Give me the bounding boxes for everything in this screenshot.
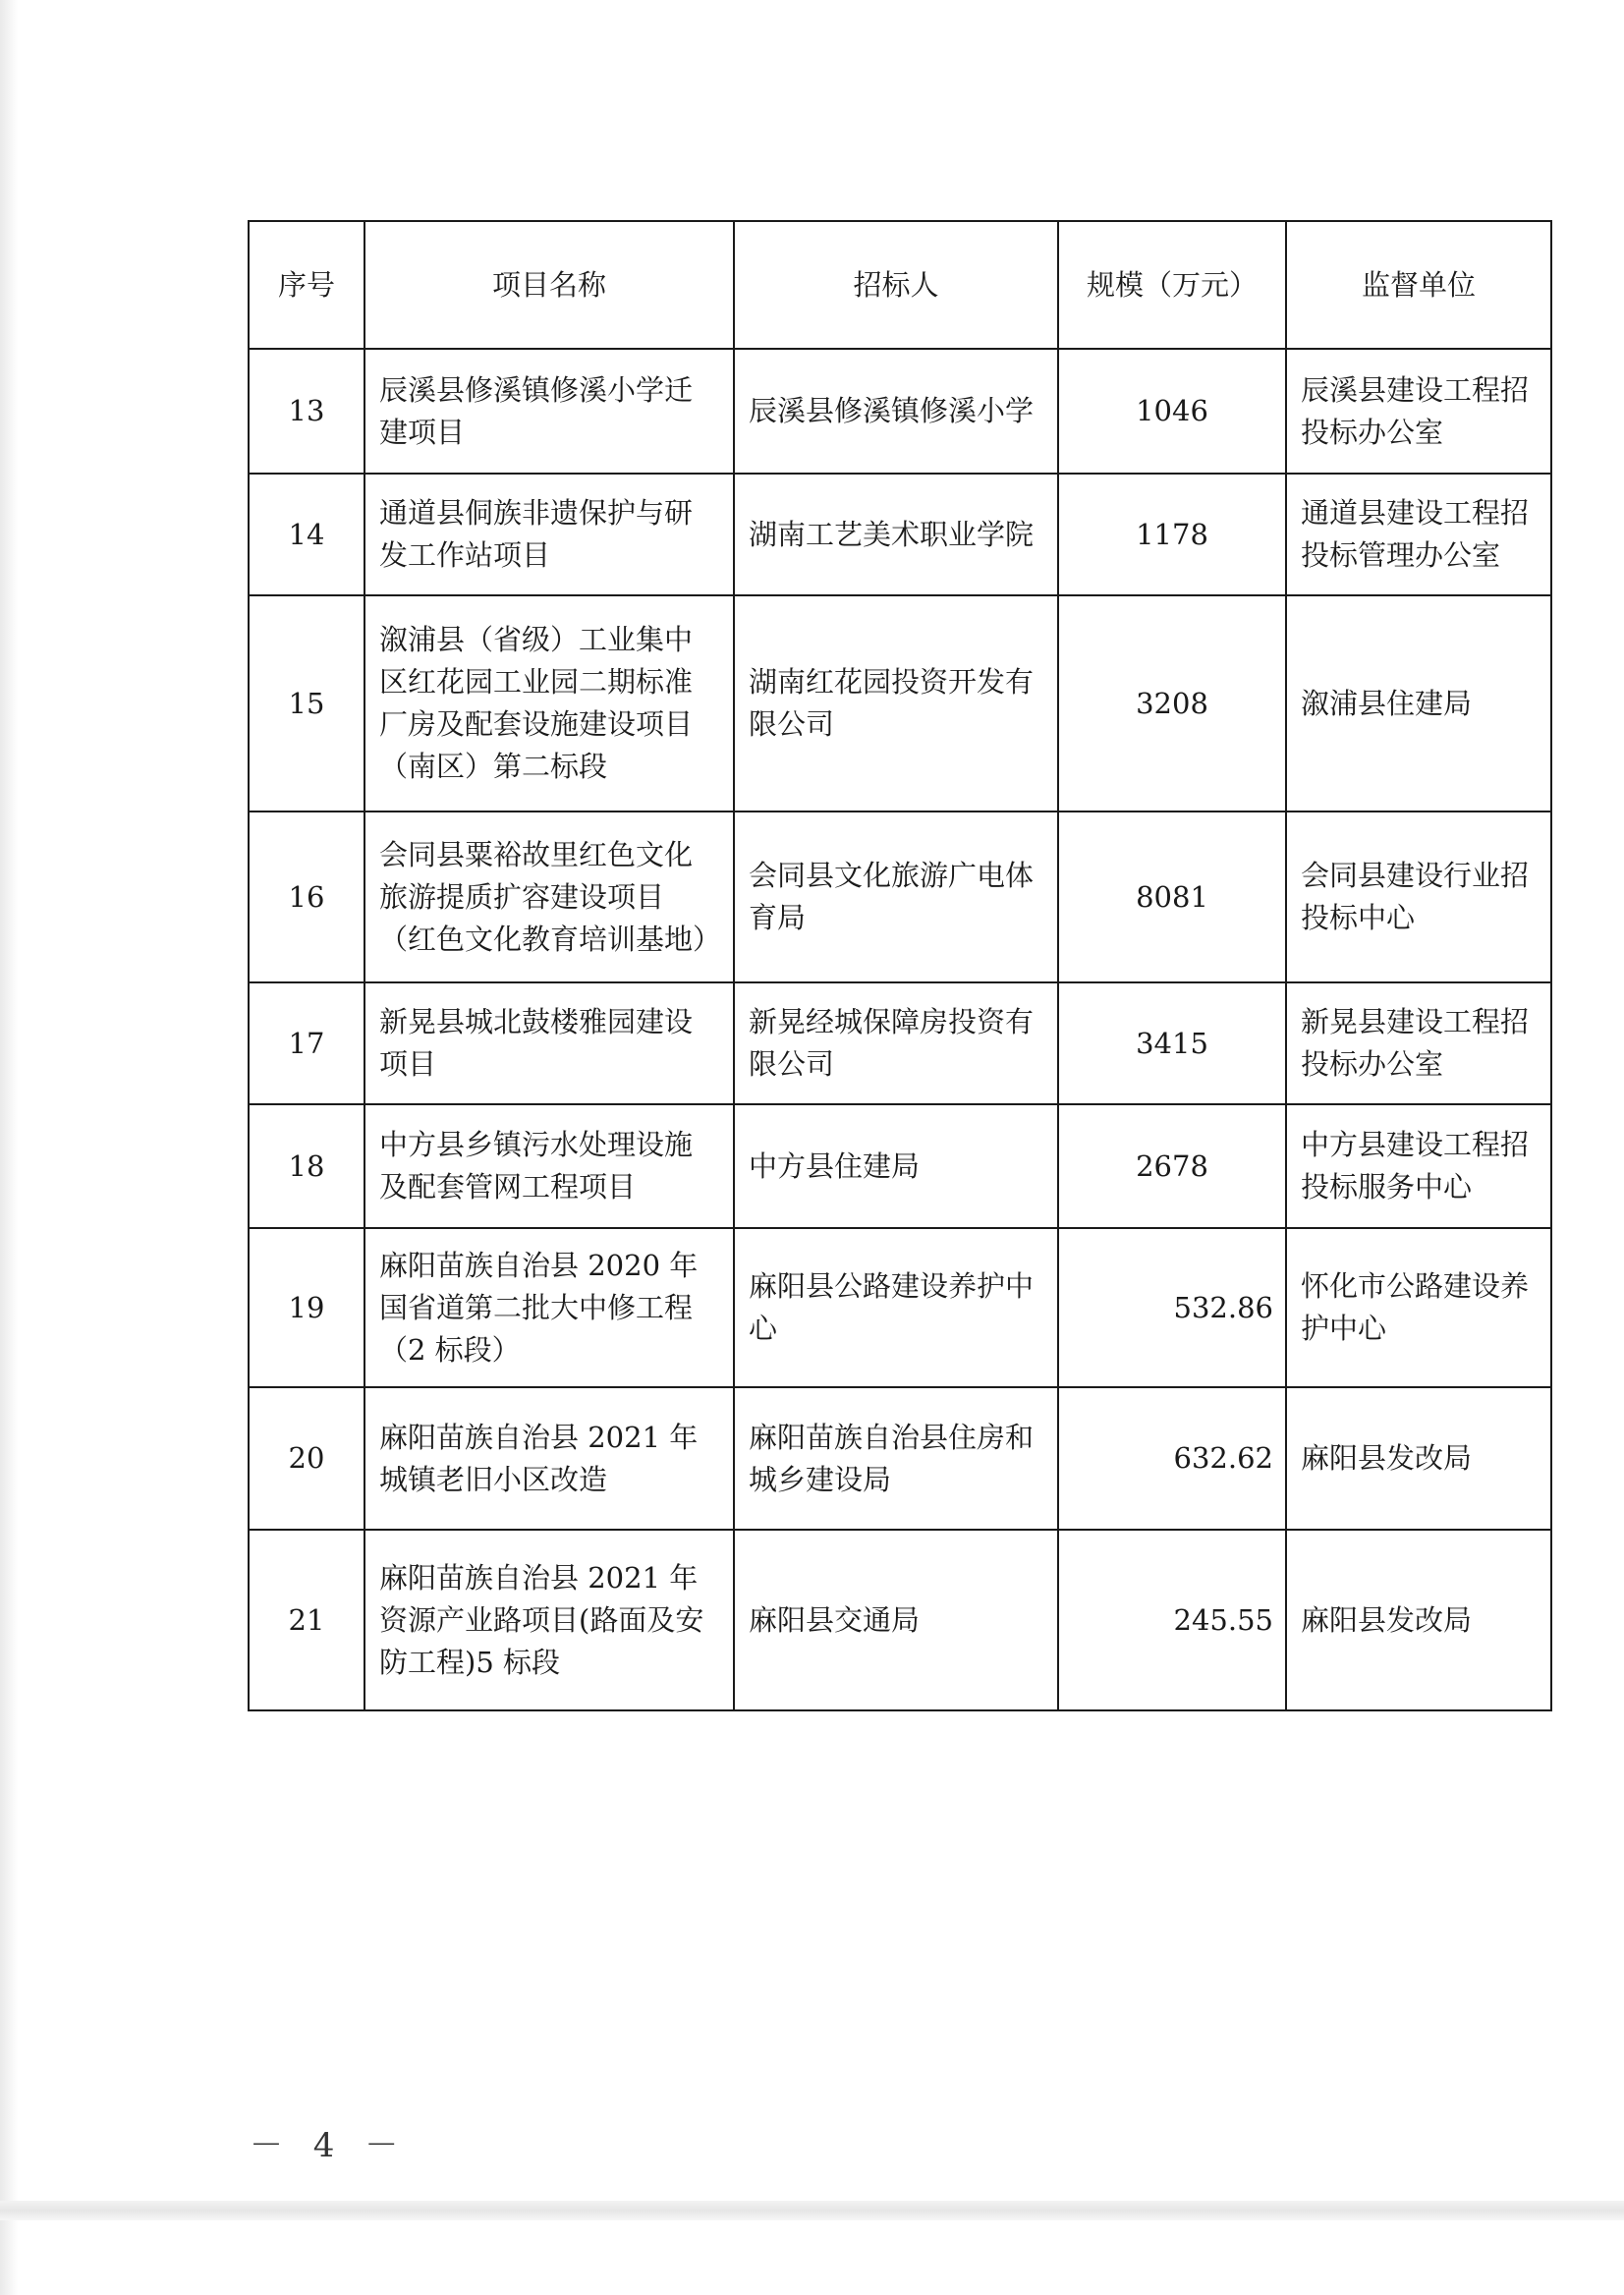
row-supervisor: 怀化市公路建设养护中心: [1286, 1228, 1551, 1387]
row-no: 18: [249, 1104, 364, 1228]
table-row: [249, 1228, 1551, 1387]
row-project-name: 新晃县城北鼓楼雅园建设项目: [364, 982, 734, 1104]
row-project-name: 通道县侗族非遗保护与研发工作站项目: [364, 474, 734, 595]
table-header-row: [249, 221, 1551, 349]
row-bidder: 麻阳县交通局: [734, 1530, 1058, 1710]
row-scale: 1046: [1058, 349, 1286, 474]
row-project-name: 麻阳苗族自治县 2021 年城镇老旧小区改造: [364, 1387, 734, 1530]
row-supervisor: 通道县建设工程招投标管理办公室: [1286, 474, 1551, 595]
row-bidder: 湖南红花园投资开发有限公司: [734, 595, 1058, 812]
table-row: [249, 474, 1551, 595]
row-bidder: 辰溪县修溪镇修溪小学: [734, 349, 1058, 474]
row-supervisor: 中方县建设工程招投标服务中心: [1286, 1104, 1551, 1228]
row-no: 16: [249, 812, 364, 982]
table-row: [249, 982, 1551, 1104]
row-supervisor: 辰溪县建设工程招投标办公室: [1286, 349, 1551, 474]
row-project-name: 中方县乡镇污水处理设施及配套管网工程项目: [364, 1104, 734, 1228]
row-project-name: 溆浦县（省级）工业集中区红花园工业园二期标准厂房及配套设施建设项目（南区）第二标段: [364, 595, 734, 812]
row-project-name: 会同县粟裕故里红色文化旅游提质扩容建设项目（红色文化教育培训基地）: [364, 812, 734, 982]
row-bidder: 新晃经城保障房投资有限公司: [734, 982, 1058, 1104]
row-bidder: 中方县住建局: [734, 1104, 1058, 1228]
row-supervisor: 新晃县建设工程招投标办公室: [1286, 982, 1551, 1104]
table-row: [249, 812, 1551, 982]
row-scale: 632.62: [1058, 1387, 1286, 1530]
row-no: 15: [249, 595, 364, 812]
row-no: 13: [249, 349, 364, 474]
table-row: [249, 1104, 1551, 1228]
table-row: [249, 1387, 1551, 1530]
row-scale: 8081: [1058, 812, 1286, 982]
row-supervisor: 会同县建设行业招投标中心: [1286, 812, 1551, 982]
row-scale: 532.86: [1058, 1228, 1286, 1387]
row-bidder: 麻阳县公路建设养护中心: [734, 1228, 1058, 1387]
row-scale: 245.55: [1058, 1530, 1286, 1710]
row-project-name: 辰溪县修溪镇修溪小学迁建项目: [364, 349, 734, 474]
header-supervisor: 监督单位: [1286, 221, 1551, 349]
row-no: 14: [249, 474, 364, 595]
row-no: 17: [249, 982, 364, 1104]
row-supervisor: 麻阳县发改局: [1286, 1387, 1551, 1530]
project-table: [248, 220, 1552, 1711]
table-row: [249, 349, 1551, 474]
table-row: [249, 1530, 1551, 1710]
row-scale: 3208: [1058, 595, 1286, 812]
row-scale: 2678: [1058, 1104, 1286, 1228]
row-no: 19: [249, 1228, 364, 1387]
row-bidder: 湖南工艺美术职业学院: [734, 474, 1058, 595]
row-supervisor: 麻阳县发改局: [1286, 1530, 1551, 1710]
table-row: [249, 595, 1551, 812]
page-number: － 4 －: [250, 2126, 409, 2165]
header-project-name: 项目名称: [364, 221, 734, 349]
page-edge-shadow-bottom: [0, 2201, 1624, 2220]
header-bidder: 招标人: [734, 221, 1058, 349]
row-supervisor: 溆浦县住建局: [1286, 595, 1551, 812]
row-scale: 3415: [1058, 982, 1286, 1104]
row-scale: 1178: [1058, 474, 1286, 595]
row-bidder: 会同县文化旅游广电体育局: [734, 812, 1058, 982]
row-no: 21: [249, 1530, 364, 1710]
header-scale: 规模（万元）: [1058, 221, 1286, 349]
row-project-name: 麻阳苗族自治县 2021 年资源产业路项目(路面及安防工程)5 标段: [364, 1530, 734, 1710]
header-no: 序号: [249, 221, 364, 349]
row-no: 20: [249, 1387, 364, 1530]
page-edge-shadow: [0, 0, 18, 2295]
row-bidder: 麻阳苗族自治县住房和城乡建设局: [734, 1387, 1058, 1530]
row-project-name: 麻阳苗族自治县 2020 年国省道第二批大中修工程（2 标段）: [364, 1228, 734, 1387]
